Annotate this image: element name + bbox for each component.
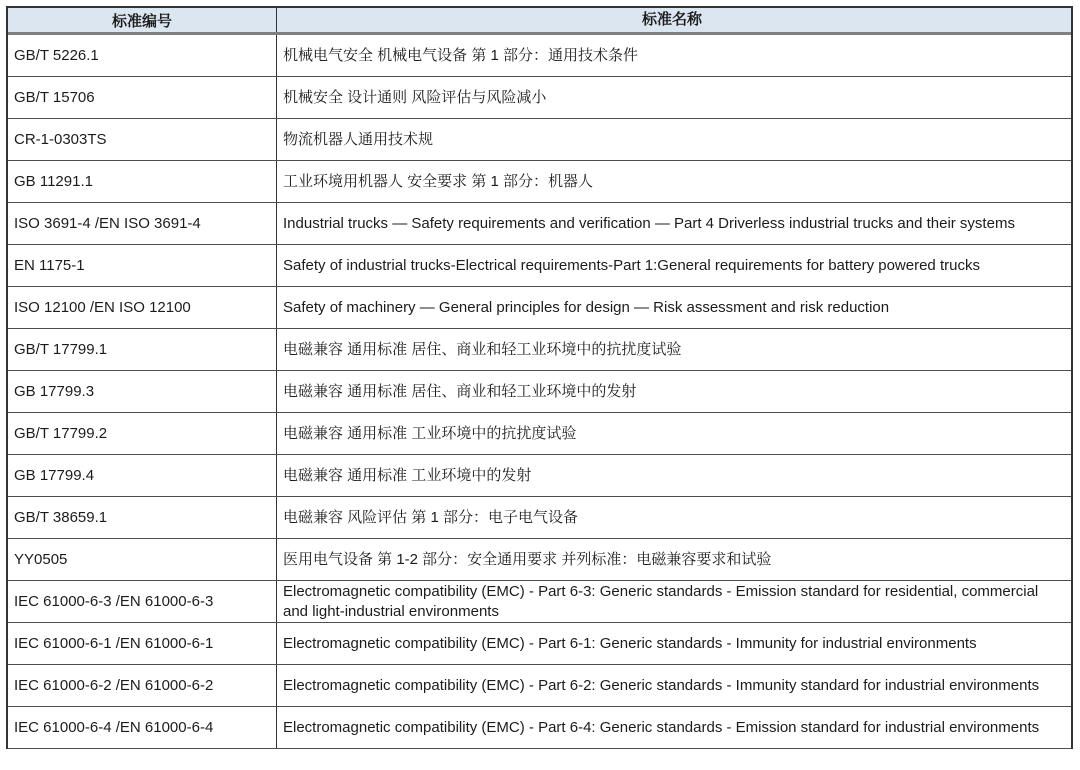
standard-number-cell: YY0505	[8, 539, 277, 580]
standard-number-cell: GB/T 38659.1	[8, 497, 277, 538]
table-row	[8, 35, 1071, 77]
standard-name-cell: Safety of industrial trucks-Electrical requirements-Part 1:General requirements for battery powered trucks	[283, 256, 980, 274]
standard-name-cell: Electromagnetic compatibility (EMC) - Part 6-3: Generic standards - Emission standard for residential, commercial and light-industrial environments	[283, 582, 1039, 620]
standards-table	[6, 6, 1073, 749]
standard-number-cell: EN 1175-1	[8, 245, 277, 286]
table-row	[8, 77, 1071, 119]
table-row	[8, 623, 1071, 665]
standard-number-cell: CR-1-0303TS	[8, 119, 277, 160]
table-body	[8, 35, 1071, 749]
column-header-standard-name: 标准名称	[641, 11, 702, 28]
standard-name-cell: 机械安全 设计通则 风险评估与风险减小	[283, 88, 547, 106]
table-header-row	[8, 8, 1071, 35]
table-row	[8, 707, 1071, 749]
table-row	[8, 245, 1071, 287]
standard-name-cell: 物流机器人通用技术规	[283, 130, 434, 148]
standard-number-cell: ISO 3691-4 /EN ISO 3691-4	[8, 203, 277, 244]
standard-number-cell: GB/T 17799.2	[8, 413, 277, 454]
table-row	[8, 539, 1071, 581]
standard-name-cell: 电磁兼容 通用标准 居住、商业和轻工业环境中的发射	[283, 382, 637, 400]
standard-name-cell: 工业环境用机器人 安全要求 第 1 部分：机器人	[283, 172, 594, 190]
standard-number-cell: GB/T 15706	[8, 77, 277, 118]
table-row	[8, 329, 1071, 371]
standard-name-cell: Electromagnetic compatibility (EMC) - Part 6-4: Generic standards - Emission standard for industrial environments	[283, 718, 1040, 736]
standard-name-cell: 电磁兼容 风险评估 第 1 部分：电子电气设备	[283, 508, 579, 526]
table-row	[8, 203, 1071, 245]
table-row	[8, 665, 1071, 707]
standard-name-cell: Electromagnetic compatibility (EMC) - Part 6-2: Generic standards - Immunity standard for industrial environments	[283, 676, 1040, 694]
column-header-standard-number: 标准编号	[8, 8, 277, 32]
standard-name-cell: 电磁兼容 通用标准 工业环境中的抗扰度试验	[283, 424, 577, 442]
standard-name-cell: 电磁兼容 通用标准 工业环境中的发射	[283, 466, 532, 484]
standard-number-cell: IEC 61000-6-3 /EN 61000-6-3	[8, 581, 277, 622]
standard-name-cell: Electromagnetic compatibility (EMC) - Part 6-1: Generic standards - Immunity for industrial environments	[283, 634, 977, 652]
table-row	[8, 119, 1071, 161]
table-row	[8, 581, 1071, 623]
table-row	[8, 161, 1071, 203]
standard-number-cell: GB/T 5226.1	[8, 35, 277, 76]
standard-name-cell: Safety of machinery — General principles for design — Risk assessment and risk reduction	[283, 298, 890, 316]
table-row	[8, 413, 1071, 455]
standard-number-cell: IEC 61000-6-1 /EN 61000-6-1	[8, 623, 277, 664]
table-row	[8, 287, 1071, 329]
table-row	[8, 497, 1071, 539]
standard-number-cell: ISO 12100 /EN ISO 12100	[8, 287, 277, 328]
standard-number-cell: GB 17799.4	[8, 455, 277, 496]
standard-number-cell: IEC 61000-6-4 /EN 61000-6-4	[8, 707, 277, 748]
standard-number-cell: GB 17799.3	[8, 371, 277, 412]
standard-number-cell: IEC 61000-6-2 /EN 61000-6-2	[8, 665, 277, 706]
standard-number-cell: GB 11291.1	[8, 161, 277, 202]
standard-name-cell: Industrial trucks — Safety requirements and verification — Part 4 Driverless industrial trucks and their systems	[283, 214, 1015, 232]
standard-number-cell: GB/T 17799.1	[8, 329, 277, 370]
standard-name-cell: 电磁兼容 通用标准 居住、商业和轻工业环境中的抗扰度试验	[283, 340, 682, 358]
standard-name-cell: 医用电气设备 第 1-2 部分：安全通用要求 并列标准：电磁兼容要求和试验	[283, 550, 772, 568]
table-row	[8, 371, 1071, 413]
standard-name-cell: 机械电气安全 机械电气设备 第 1 部分：通用技术条件	[283, 46, 639, 64]
table-row	[8, 455, 1071, 497]
